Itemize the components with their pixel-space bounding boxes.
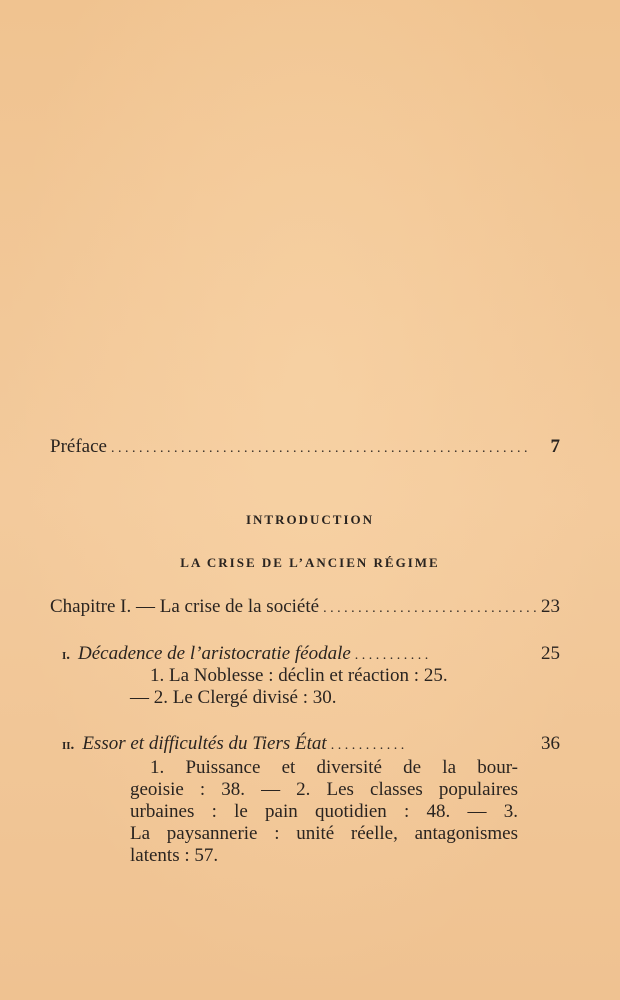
toc-page-number: 36 — [541, 733, 560, 754]
dot-leader — [111, 441, 547, 457]
toc-entry-section-1 — [62, 643, 560, 665]
section-2-detail-line-1: 1. Puissance et diversité de la bour- — [150, 757, 518, 778]
dot-leader — [355, 648, 431, 664]
toc-entry-section-2 — [62, 733, 560, 755]
dot-leader — [331, 738, 407, 754]
section-numeral: i. — [62, 647, 71, 663]
section-2-detail-line-4: La paysannerie : unité réelle, antagonismes — [130, 823, 518, 844]
toc-entry-chapter-1 — [50, 596, 560, 618]
toc-entry-title: Décadence de l’aristocratie féodale — [78, 643, 351, 664]
toc-entry-title: Essor et difficultés du Tiers État — [82, 733, 327, 754]
section-1-detail-line-1: 1. La Noblesse : déclin et réaction : 25. — [150, 665, 448, 686]
dot-leader — [323, 601, 537, 617]
toc-entry-label: Préface — [50, 436, 107, 457]
toc-page-number: 25 — [541, 643, 560, 664]
section-1-detail-line-2: — 2. Le Clergé divisé : 30. — [130, 687, 337, 708]
toc-page-number: 23 — [541, 596, 560, 617]
section-numeral: ii. — [62, 737, 75, 753]
section-heading-introduction: INTRODUCTION — [245, 512, 374, 527]
section-2-detail-line-2: geoisie : 38. — 2. Les classes populaires — [130, 779, 518, 800]
toc-page-number: 7 — [550, 436, 560, 457]
toc-entry-preface — [50, 436, 560, 458]
toc-entry-label: Chapitre I. — La crise de la société — [50, 596, 320, 617]
section-subheading: LA CRISE DE L’ANCIEN RÉGIME — [180, 555, 440, 570]
section-2-detail-line-3: urbaines : le pain quotidien : 48. — 3. — [130, 801, 518, 822]
section-2-detail-line-5: latents : 57. — [130, 845, 219, 866]
